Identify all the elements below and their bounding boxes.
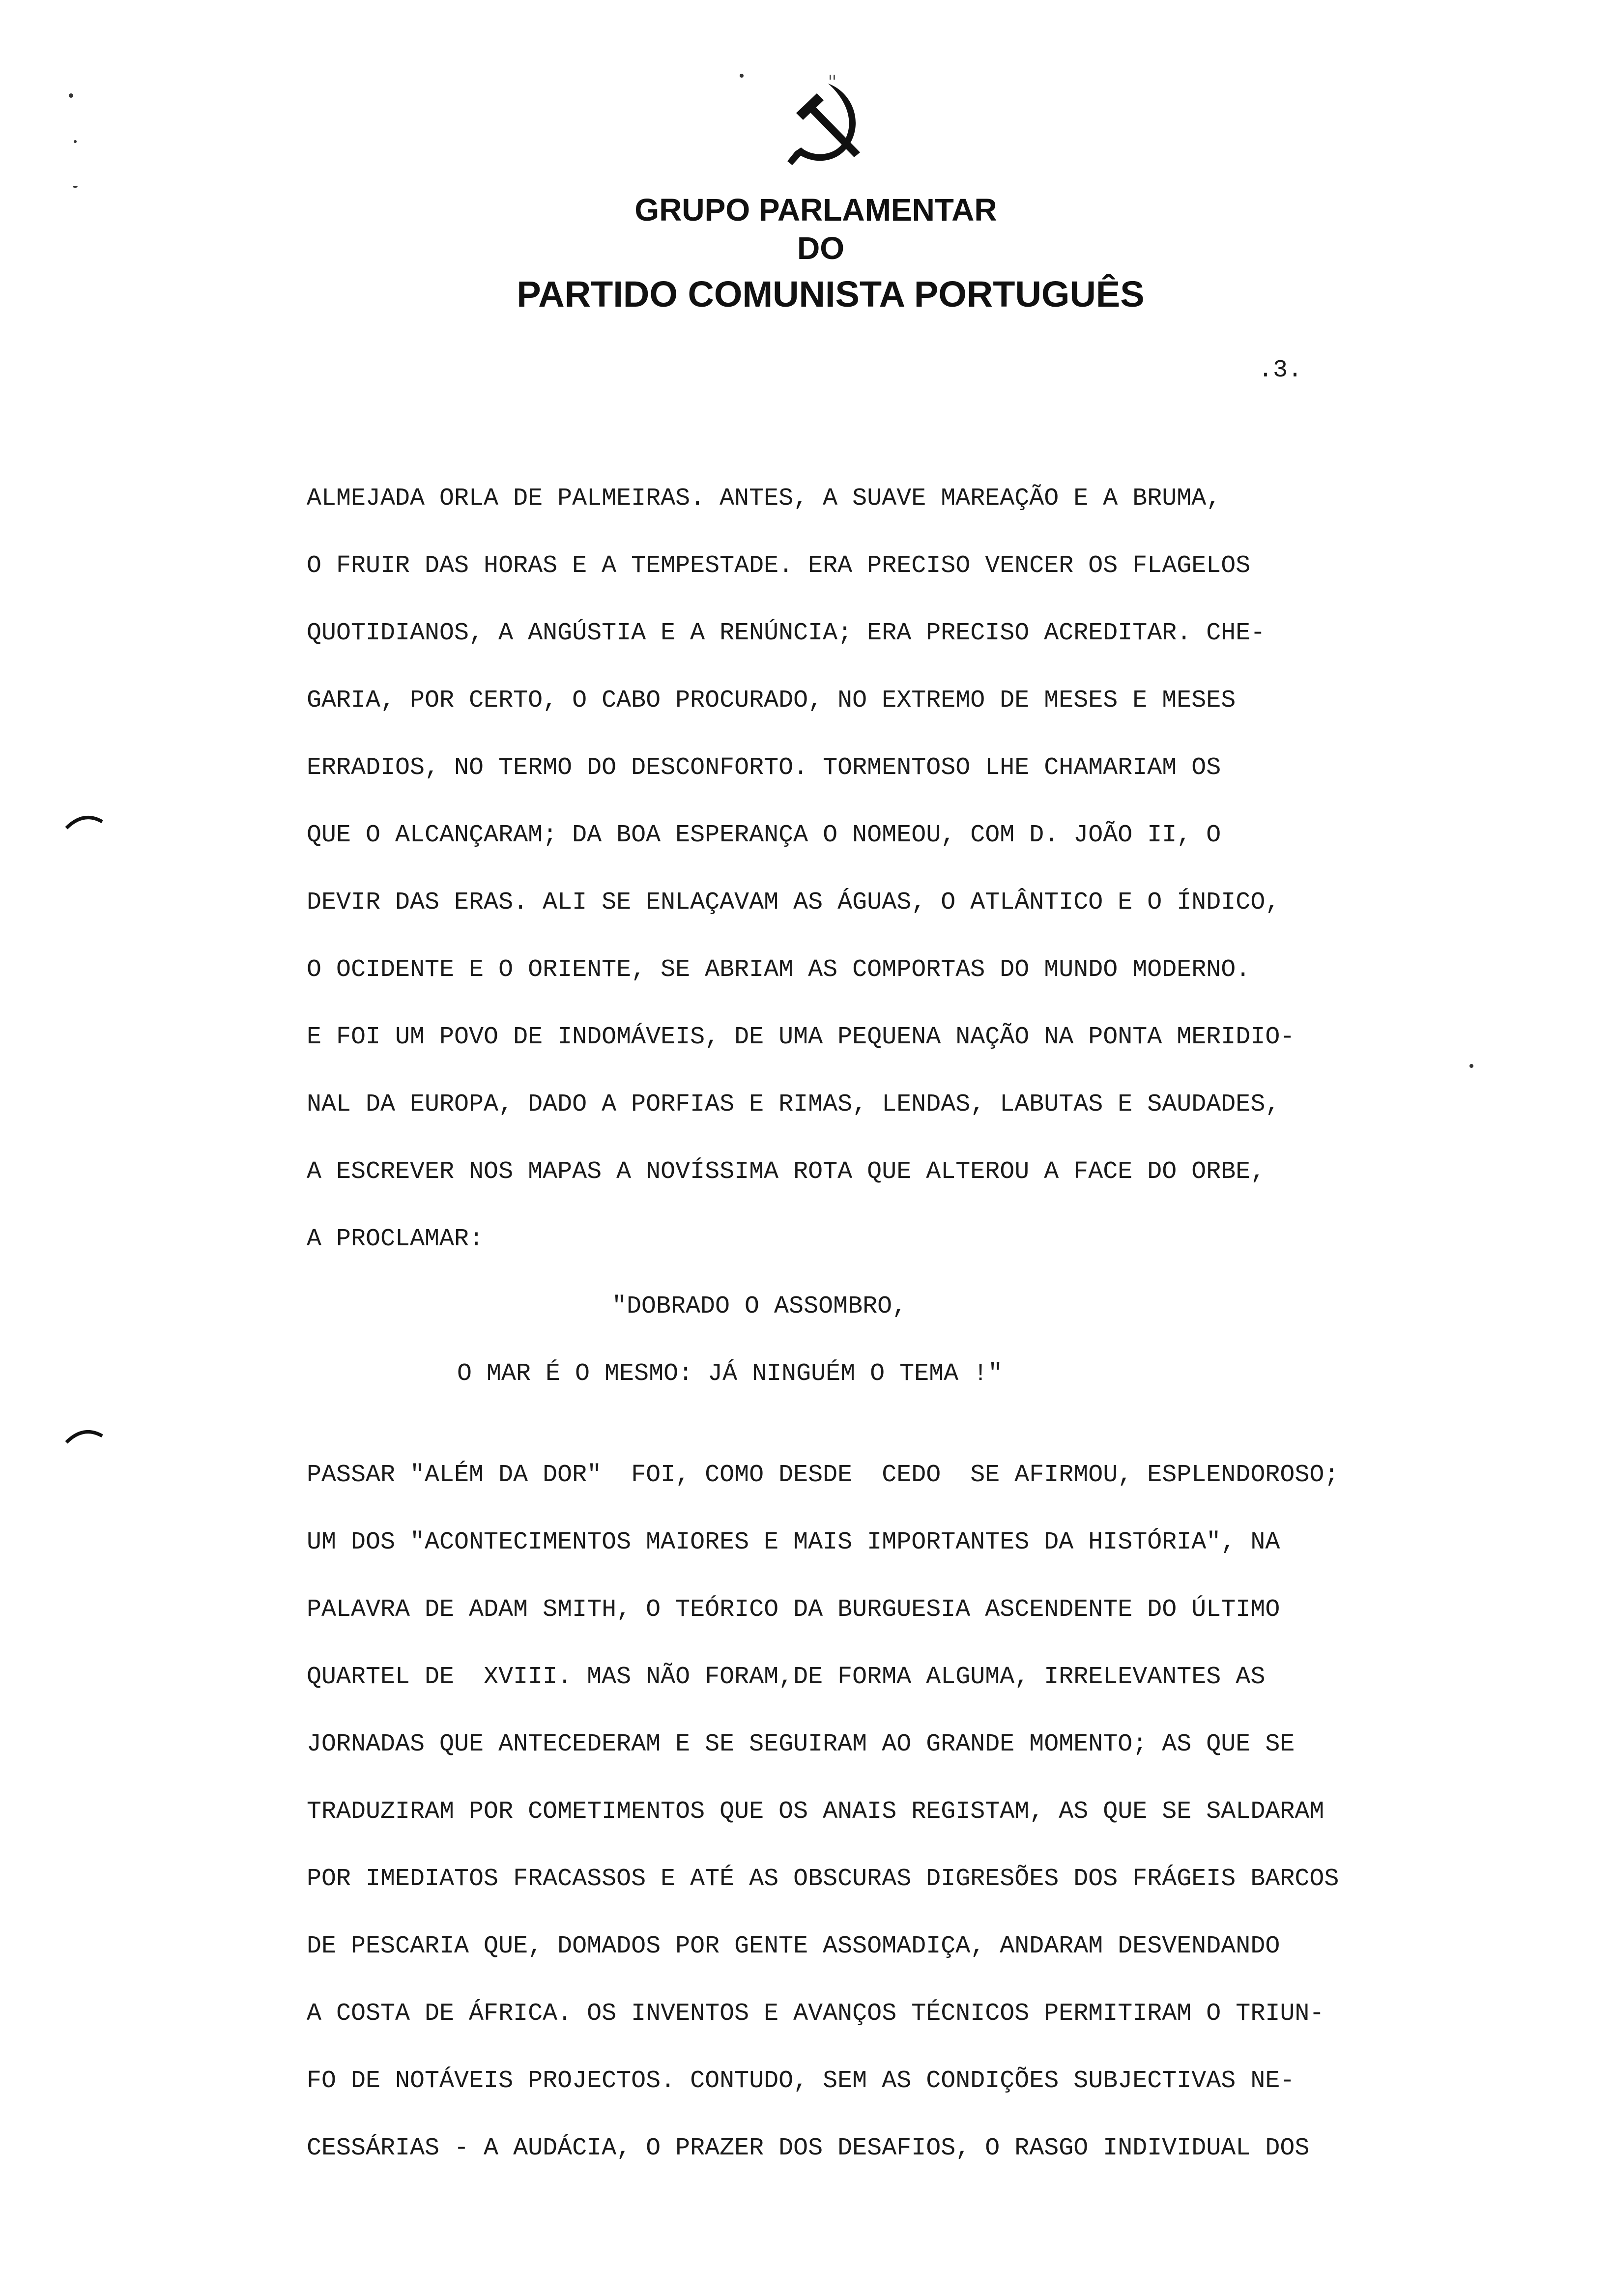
body-line: QUARTEL DE XVIII. MAS NÃO FORAM,DE FORMA ALGUMA, IRRELEVANTES AS [307,1663,1266,1691]
header-line-3: PARTIDO COMUNISTA PORTUGUÊS [517,274,1145,315]
body-line: QUOTIDIANOS, A ANGÚSTIA E A RENÚNCIA; ERA PRECISO ACREDITAR. CHE- [307,619,1266,647]
body-line: GARIA, POR CERTO, O CABO PROCURADO, NO EXTREMO DE MESES E MESES [307,687,1236,715]
quote-line: "DOBRADO O ASSOMBRO, [612,1292,907,1320]
scan-speck [74,140,77,143]
body-line: CESSÁRIAS - A AUDÁCIA, O PRAZER DOS DESAFIOS, O RASGO INDIVIDUAL DOS [307,2134,1310,2162]
quote-line: O MAR É O MESMO: JÁ NINGUÉM O TEMA !" [457,1360,1003,1388]
body-line: UM DOS "ACONTECIMENTOS MAIORES E MAIS IMPORTANTES DA HISTÓRIA", NA [307,1528,1280,1556]
body-line: JORNADAS QUE ANTECEDERAM E SE SEGUIRAM AO GRANDE MOMENTO; AS QUE SE [307,1730,1295,1758]
body-line: NAL DA EUROPA, DADO A PORFIAS E RIMAS, LENDAS, LABUTAS E SAUDADES, [307,1091,1280,1119]
header-line-1: GRUPO PARLAMENTAR [634,192,997,228]
page-number: .3. [1258,356,1303,384]
header-line-2: DO [797,230,844,266]
body-line: TRADUZIRAM POR COMETIMENTOS QUE OS ANAIS REGISTAM, AS QUE SE SALDARAM [307,1798,1324,1826]
body-line: ERRADIOS, NO TERMO DO DESCONFORTO. TORMENTOSO LHE CHAMARIAM OS [307,754,1221,782]
body-line: DE PESCARIA QUE, DOMADOS POR GENTE ASSOMADIÇA, ANDARAM DESVENDANDO [307,1932,1280,1960]
body-line: O OCIDENTE E O ORIENTE, SE ABRIAM AS COMPORTAS DO MUNDO MODERNO. [307,956,1251,984]
punch-hole-mark [64,811,103,831]
body-line: E FOI UM POVO DE INDOMÁVEIS, DE UMA PEQUENA NAÇÃO NA PONTA MERIDIO- [307,1023,1295,1051]
body-line: O FRUIR DAS HORAS E A TEMPESTADE. ERA PRECISO VENCER OS FLAGELOS [307,552,1251,580]
body-line: PALAVRA DE ADAM SMITH, O TEÓRICO DA BURGUESIA ASCENDENTE DO ÚLTIMO [307,1596,1280,1624]
body-line: FO DE NOTÁVEIS PROJECTOS. CONTUDO, SEM AS CONDIÇÕES SUBJECTIVAS NE- [307,2067,1295,2095]
body-line: POR IMEDIATOS FRACASSOS E ATÉ AS OBSCURAS DIGRESÕES DOS FRÁGEIS BARCOS [307,1865,1339,1893]
scan-speck [1469,1064,1473,1068]
body-line: PASSAR "ALÉM DA DOR" FOI, COMO DESDE CEDO SE AFIRMOU, ESPLENDOROSO; [307,1461,1339,1489]
punch-hole-mark [64,1425,103,1445]
body-line: QUE O ALCANÇARAM; DA BOA ESPERANÇA O NOMEOU, COM D. JOÃO II, O [307,821,1221,849]
body-line: DEVIR DAS ERAS. ALI SE ENLAÇAVAM AS ÁGUAS, O ATLÂNTICO E O ÍNDICO, [307,889,1280,917]
body-line: A COSTA DE ÁFRICA. OS INVENTOS E AVANÇOS TÉCNICOS PERMITIRAM O TRIUN- [307,2000,1324,2028]
body-line: A ESCREVER NOS MAPAS A NOVÍSSIMA ROTA QUE ALTEROU A FACE DO ORBE, [307,1158,1266,1186]
scan-speck [73,186,78,188]
scan-speck [69,93,73,98]
body-line: ALMEJADA ORLA DE PALMEIRAS. ANTES, A SUAVE MAREAÇÃO E A BRUMA, [307,485,1221,513]
body-line: A PROCLAMAR: [307,1225,484,1253]
scan-speck [740,74,744,78]
hammer-and-sickle-icon [781,74,870,177]
